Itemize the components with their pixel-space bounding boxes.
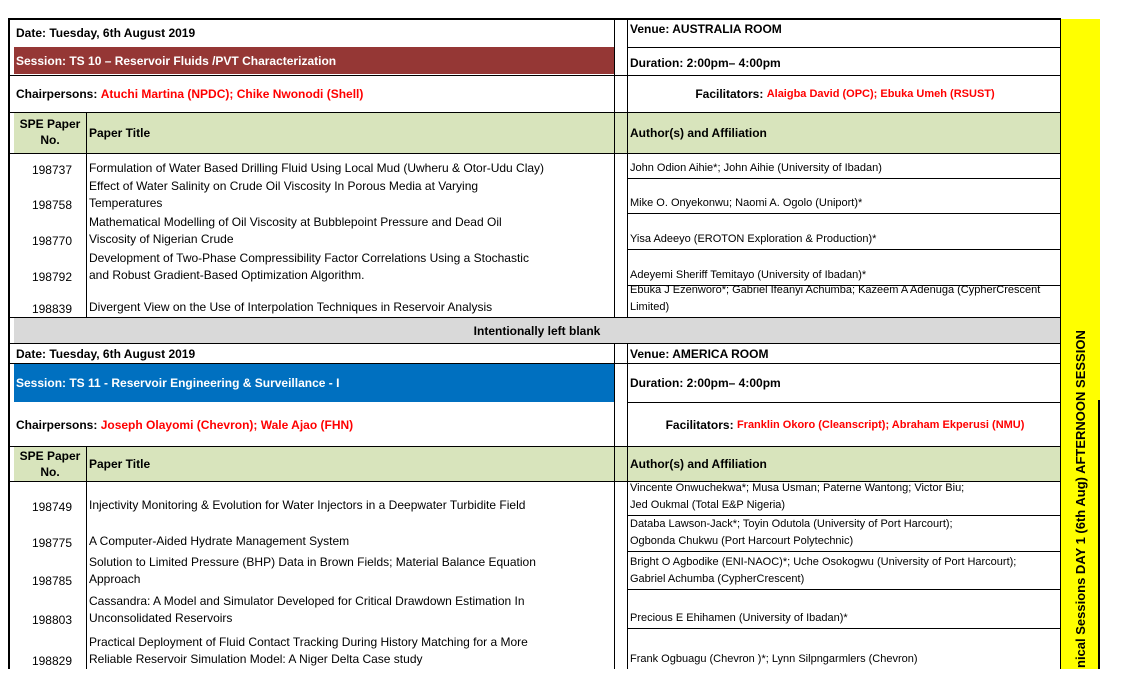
session-a-title: Session: TS 10 – Reservoir Fluids /PVT Characterization [16, 53, 337, 68]
paper-authors [628, 213, 1060, 249]
grid-line [628, 402, 1060, 403]
session-b-facilitators [628, 403, 1060, 447]
header-paperno-line2: No. [40, 133, 60, 147]
paper-number: 198792 [31, 270, 72, 284]
paper-authors [628, 589, 1060, 628]
paper-number: 198770 [31, 234, 72, 248]
paper-title [87, 515, 614, 551]
paper-title-line: Viscosity of Nigerian Crude [89, 232, 234, 246]
paper-title-line: Practical Deployment of Fluid Contact Tracking During History Matching for a More [89, 635, 528, 649]
paper-number: 198803 [31, 613, 72, 627]
grid-line [8, 317, 1061, 318]
paper-authors-line: Ebuka J Ezenworo*; Gabriel Ifeanyi Achumba; Kazeem A Adenuga (CypherCrescent [630, 285, 1041, 296]
paper-authors-line: Mike O. Onyekonwu; Naomi A. Ogolo (Uniport)* [630, 197, 863, 209]
facilitators-label: Facilitators: [665, 418, 734, 432]
paper-title [87, 551, 614, 589]
paper-title-line: Formulation of Water Based Drilling Fluid Using Local Mud (Uwheru & Otor-Udu Clay) [89, 161, 545, 175]
grid-line [8, 343, 1061, 344]
paper-title-line: Mathematical Modelling of Oil Viscosity at Bubblepoint Pressure and Dead Oil [89, 215, 502, 229]
paper-authors-line: Ogbonda Chukwu (Port Harcourt Polytechnic) [630, 535, 854, 547]
session-b-duration: Duration: 2:00pm– 4:00pm [630, 376, 781, 390]
session-b-header-paperno [14, 448, 86, 481]
grid-line [8, 481, 1061, 482]
grid-line [8, 18, 1061, 20]
paper-number: 198749 [31, 500, 72, 514]
paper-authors-line: Gabriel Achumba (CypherCrescent) [630, 573, 805, 585]
paper-title [87, 154, 614, 178]
chairpersons-label: Chairpersons: [16, 418, 98, 432]
chairpersons-label: Chairpersons: [16, 87, 98, 101]
paper-title-line: Injectivity Monitoring & Evolution for Water Injectors in a Deepwater Turbidite Field [89, 498, 526, 512]
paper-title-line: Divergent View on the Use of Interpolation Techniques in Reservoir Analysis [89, 300, 493, 314]
session-a-header-title: Paper Title [89, 126, 151, 140]
paper-title [87, 285, 614, 317]
session-b-title: Session: TS 11 - Reservoir Engineering & Surveillance - I [16, 376, 340, 390]
session-a-venue: Venue: AUSTRALIA ROOM [630, 22, 782, 36]
paper-authors [628, 551, 1060, 589]
paper-authors-line: John Odion Aihie*; John Aihie (University of Ibadan) [630, 162, 882, 174]
paper-title-line: Cassandra: A Model and Simulator Developed for Critical Drawdown Estimation In [89, 594, 525, 608]
paper-authors-line: Precious E Ehihamen (University of Ibadan)* [630, 612, 848, 624]
paper-number: 198775 [31, 536, 72, 550]
paper-title [87, 213, 614, 249]
session-b-header-title: Paper Title [89, 457, 151, 471]
paper-number: 198839 [31, 302, 72, 316]
grid-line [8, 153, 1061, 154]
session-b-title-bar [14, 364, 614, 402]
session-b-chairpersons [14, 403, 614, 447]
grid-line [614, 19, 615, 318]
paper-authors [628, 285, 1060, 317]
session-a-title-bar [14, 47, 614, 74]
paper-authors [628, 178, 1060, 213]
grid-line [8, 75, 1061, 76]
paper-authors-line: Frank Ogbuagu (Chevron )*; Lynn Silpngarmlers (Chevron) [630, 653, 918, 665]
paper-authors [628, 154, 1060, 178]
paper-title-line: Approach [89, 572, 141, 586]
blank-row-label: Intentionally left blank [473, 323, 601, 338]
paper-title-line: A Computer-Aided Hydrate Management System [89, 534, 350, 548]
grid-line [8, 19, 10, 669]
paper-number: 198758 [31, 198, 72, 212]
paper-number: 198737 [31, 163, 72, 177]
facilitators-label: Facilitators: [695, 87, 764, 101]
paper-authors [628, 249, 1060, 285]
grid-line [628, 47, 1060, 48]
paper-title-line: Reliable Reservoir Simulation Model: A Niger Delta Case study [89, 652, 423, 666]
side-banner-label: nical Sessions DAY 1 (6th Aug) AFTERNOON SESSION [1073, 330, 1088, 668]
header-paperno-line2: No. [40, 465, 60, 479]
paper-title [87, 482, 614, 515]
paper-title-line: Solution to Limited Pressure (BHP) Data in Brown Fields; Material Balance Equation [89, 555, 536, 569]
paper-authors [628, 482, 1060, 515]
paper-title-line: Development of Two-Phase Compressibility Factor Correlations Using a Stochastic [89, 251, 529, 265]
chairpersons-names: Atuchi Martina (NPDC); Chike Nwonodi (Shell) [100, 87, 364, 101]
grid-line [8, 363, 1061, 364]
paper-authors [628, 515, 1060, 551]
paper-title [87, 628, 614, 669]
chairpersons-names: Joseph Olayomi (Chevron); Wale Ajao (FHN) [100, 418, 354, 432]
blank-row [14, 318, 1060, 343]
header-paperno-line1: SPE Paper [19, 449, 81, 463]
paper-authors-line: Vincente Onwuchekwa*; Musa Usman; Paterne Wantong; Victor Biu; [630, 482, 965, 494]
session-a-header-paperno [14, 116, 86, 152]
paper-authors-line: Yisa Adeeyo (EROTON Exploration & Production)* [630, 233, 877, 245]
session-a-header-authors: Author(s) and Affiliation [630, 126, 767, 140]
session-b-venue: Venue: AMERICA ROOM [630, 347, 769, 361]
paper-number: 198785 [31, 574, 72, 588]
paper-title-line: Temperatures [89, 196, 163, 210]
paper-title [87, 249, 614, 285]
paper-authors-line: Adeyemi Sheriff Temitayo (University of Ibadan)* [630, 269, 867, 281]
paper-title-line: Effect of Water Salinity on Crude Oil Viscosity In Porous Media at Varying [89, 179, 479, 193]
side-banner-border [1098, 400, 1100, 669]
paper-title-line: Unconsolidated Reservoirs [89, 611, 233, 625]
paper-authors-line: Jed Oukmal (Total E&P Nigeria) [630, 499, 786, 511]
grid-line [8, 446, 1061, 447]
paper-title [87, 178, 614, 213]
paper-title-line: and Robust Gradient-Based Optimization Algorithm. [89, 268, 365, 282]
paper-number: 198829 [31, 654, 72, 668]
session-a-chairpersons [14, 76, 614, 112]
facilitators-names: Franklin Okoro (Cleanscript); Abraham Ekperusi (NMU) [736, 419, 1025, 431]
grid-line [86, 113, 87, 318]
facilitators-names: Alaigba David (OPC); Ebuka Umeh (RSUST) [766, 88, 995, 100]
paper-authors-line: Databa Lawson-Jack*; Toyin Odutola (University of Port Harcourt); [630, 518, 953, 530]
paper-authors-line: Limited) [630, 301, 670, 313]
grid-line [1060, 19, 1061, 669]
header-paperno-line1: SPE Paper [19, 117, 81, 131]
session-a-facilitators [628, 76, 1060, 112]
grid-line [627, 343, 628, 669]
paper-authors [628, 628, 1060, 669]
session-a-date: Date: Tuesday, 6th August 2019 [16, 26, 196, 40]
grid-line [627, 19, 628, 318]
paper-title [87, 589, 614, 628]
grid-line [8, 112, 1061, 113]
grid-line [614, 343, 615, 669]
paper-authors-line: Bright O Agbodike (ENI-NAOC)*; Uche Osokogwu (University of Port Harcourt); [630, 556, 1017, 568]
session-b-header-authors: Author(s) and Affiliation [630, 457, 767, 471]
session-b-date: Date: Tuesday, 6th August 2019 [16, 347, 196, 361]
session-a-duration: Duration: 2:00pm– 4:00pm [630, 55, 781, 70]
